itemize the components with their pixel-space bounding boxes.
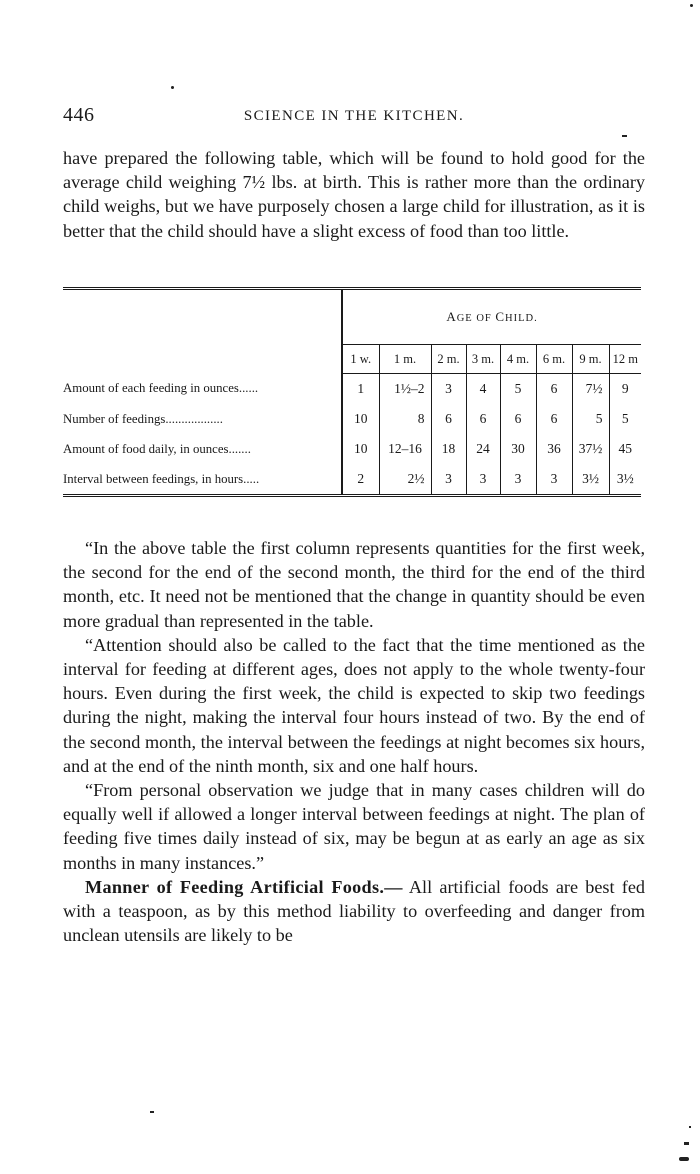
stray-mark (689, 1126, 691, 1128)
column-header: 1 w. (342, 345, 379, 374)
table-cell: 5 (609, 404, 641, 434)
table-cell: 3 (500, 464, 536, 494)
paragraph: “In the above table the first column represents quantities for the first week, the second for the end of the second month, the third for the end of the third month, etc. It need not be mentioned that the change in quantity should be even more gradual than represented in the table. (63, 538, 645, 631)
table-cell: 3 (431, 464, 466, 494)
row-label: Interval between feedings, in hours..... (63, 471, 260, 486)
section-text: All artificial foods are best fed with a teaspoon, as by this method liability to overfeeding and danger from unclean utensils are likely to be (63, 876, 645, 946)
running-head (63, 104, 645, 130)
stray-mark (150, 1111, 154, 1113)
table-group-header-row (63, 290, 641, 345)
table-cell: 4 (466, 374, 500, 405)
column-header: 4 m. (500, 345, 536, 374)
table-cell: 3½ (572, 464, 609, 494)
intro-paragraph (63, 146, 645, 243)
table-cell: 37½ (572, 434, 609, 464)
column-header: 9 m. (572, 345, 609, 374)
table-cell: 1½–2 (379, 374, 431, 405)
table-cell: 10 (342, 434, 379, 464)
stray-mark (679, 1157, 689, 1161)
age-header-initial-a: A (446, 309, 457, 324)
table-row (63, 374, 641, 405)
table-bottom-rule (63, 494, 641, 497)
table-row (63, 464, 641, 494)
table-cell: 36 (536, 434, 572, 464)
column-header: 12 m (609, 345, 641, 374)
table-cell: 6 (536, 374, 572, 405)
table-cell: 6 (500, 404, 536, 434)
table-cell: 10 (342, 404, 379, 434)
table-row (63, 434, 641, 464)
age-header-initial-c: C (495, 309, 506, 324)
column-header: 3 m. (466, 345, 500, 374)
table-cell: 3 (466, 464, 500, 494)
table-cell: 1 (342, 374, 379, 405)
stray-mark (622, 135, 627, 137)
table-cell: 3 (536, 464, 572, 494)
table-cell: 2 (342, 464, 379, 494)
table-cell: 6 (536, 404, 572, 434)
stray-mark (690, 4, 693, 7)
table-cell: 8 (379, 404, 431, 434)
age-of-child-header (342, 290, 641, 345)
stray-mark (684, 1142, 689, 1145)
age-header-part-1: GE OF (456, 313, 496, 324)
feeding-table (63, 287, 641, 497)
row-label: Amount of each feeding in ounces...... (63, 381, 259, 396)
quoted-paragraphs (63, 536, 645, 947)
running-title: SCIENCE IN THE KITCHEN. (243, 108, 465, 124)
feeding-table-grid (63, 290, 641, 494)
row-label: Amount of food daily, in ounces....... (63, 441, 251, 456)
table-cell: 45 (609, 434, 641, 464)
section-heading: Manner of Feeding Artificial Foods.— (85, 876, 403, 897)
table-cell: 6 (466, 404, 500, 434)
table-cell: 30 (500, 434, 536, 464)
age-header-part-2: HILD. (505, 313, 538, 324)
table-cell: 18 (431, 434, 466, 464)
table-row (63, 404, 641, 434)
table-cell: 9 (609, 374, 641, 405)
table-cell: 3 (431, 374, 466, 405)
paragraph: “From personal observation we judge that in many cases children will do equally well if allowed a longer interval between feedings at night. The plan of feeding five times daily instead of six, may be begun at as early an age as six months in many instances.” (63, 780, 645, 873)
table-cell: 12–16 (379, 434, 431, 464)
table-cell: 6 (431, 404, 466, 434)
table-cell: 5 (572, 404, 609, 434)
table-cell: 7½ (572, 374, 609, 405)
stray-mark (171, 86, 174, 89)
table-cell: 5 (500, 374, 536, 405)
table-cell: 3½ (609, 464, 641, 494)
table-cell: 24 (466, 434, 500, 464)
table-stub-header (63, 290, 342, 374)
section-paragraph (63, 875, 645, 948)
table-cell: 2½ (379, 464, 431, 494)
paragraph: “Attention should also be called to the fact that the time mentioned as the interval for feeding at different ages, does not apply to the whole twenty-four hours. Even during the first week, the child is expected to skip two feedings during the night, making the interval four hours instead of two. By the end of the second month, the interval between the feedings at night becomes six hours, and at the end of the ninth month, six and one half hours. (63, 634, 645, 776)
row-label: Number of feedings.................. (63, 411, 223, 426)
column-header: 1 m. (379, 345, 431, 374)
intro-paragraph-text: have prepared the following table, which will be found to hold good for the average child weighing 7½ lbs. at birth. This is rather more than the ordinary child weighs, but we have purposely chosen a large child for illustration, as it is better that the child should have a slight excess of food than too little. (63, 148, 645, 241)
column-header: 6 m. (536, 345, 572, 374)
page-number: 446 (63, 104, 95, 126)
column-header: 2 m. (431, 345, 466, 374)
